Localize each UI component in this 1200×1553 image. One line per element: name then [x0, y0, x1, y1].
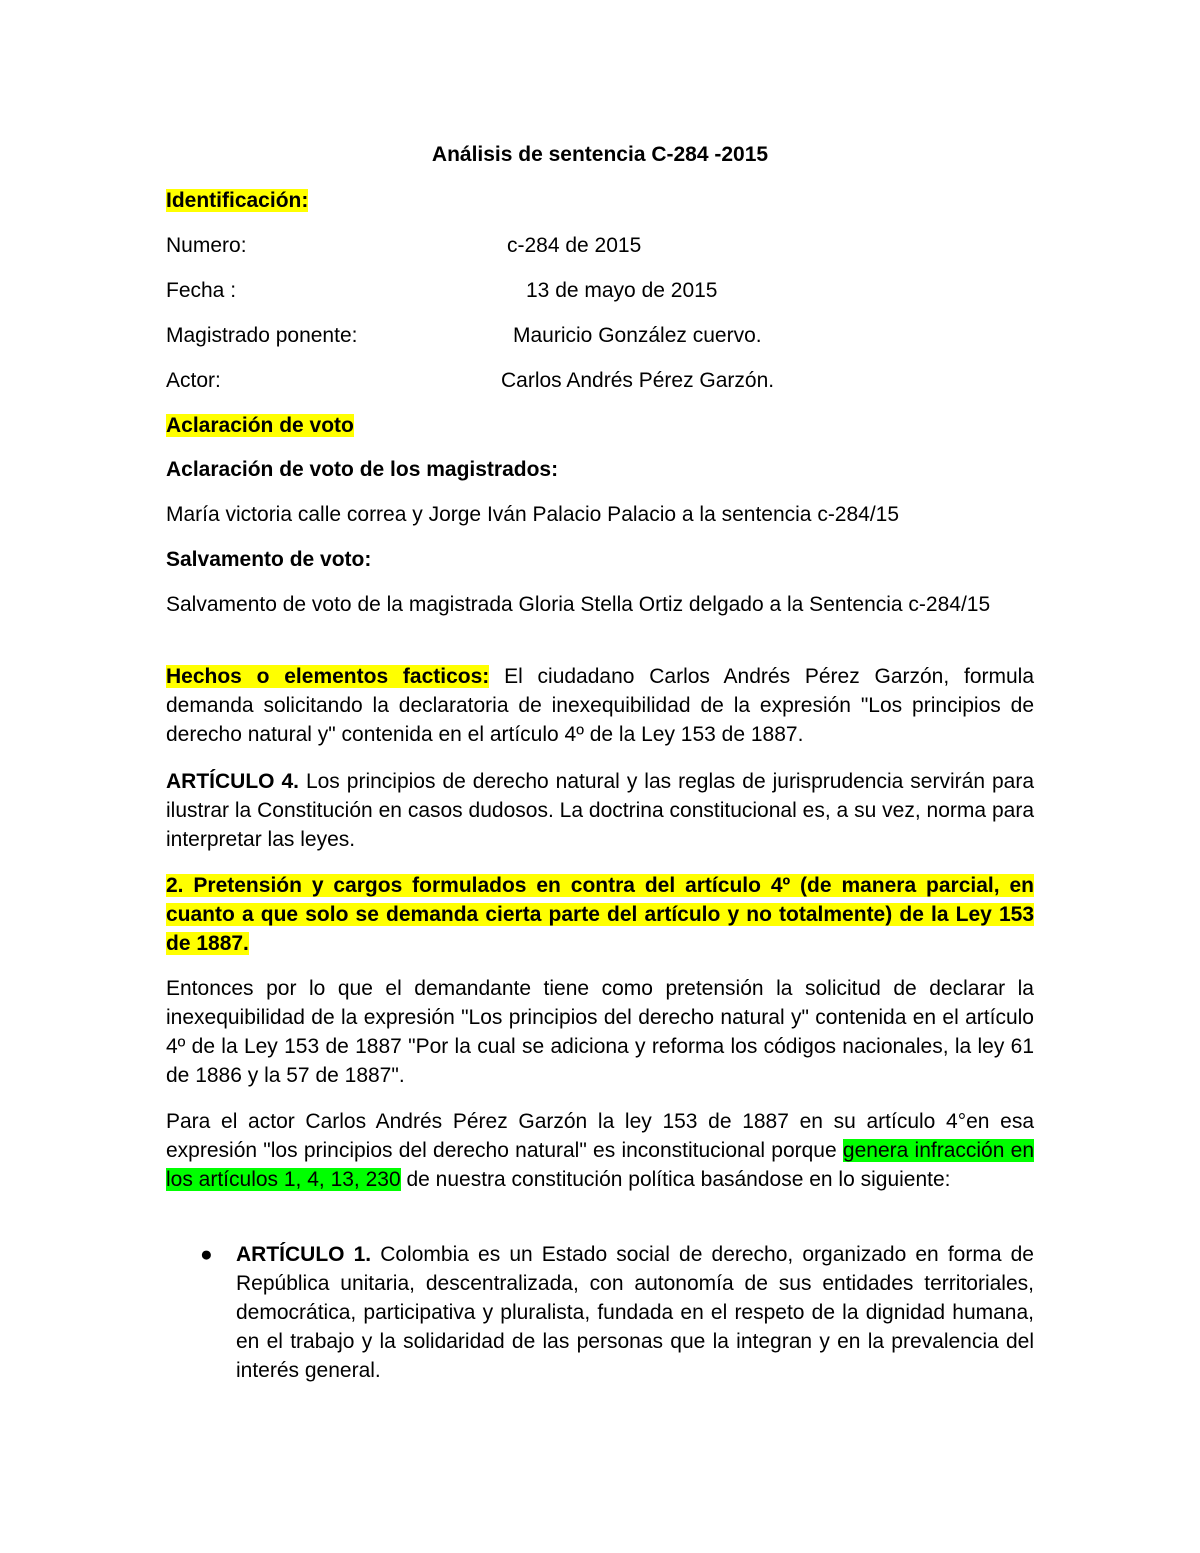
- list-item: [236, 1240, 1034, 1385]
- bullet-icon: ●: [200, 1243, 213, 1266]
- magistrado-value: Mauricio González cuervo.: [513, 324, 762, 347]
- numero-value: c-284 de 2015: [507, 234, 642, 257]
- articulo4-paragraph: [166, 767, 1034, 854]
- aclaracion-heading-text: Aclaración de voto: [166, 414, 354, 437]
- actor-paragraph-text-after: de nuestra constitución política basándose en lo siguiente:: [400, 1168, 951, 1191]
- hechos-paragraph: [166, 662, 1034, 749]
- identificacion-heading: [166, 186, 308, 215]
- bullet-label: ARTÍCULO 1.: [236, 1243, 372, 1266]
- pretension-text: Entonces por lo que el demandante tiene como pretensión la solicitud de declarar la inexequibilidad de la expresión "Los principios del derecho natural y" contenida en el artículo 4º de la Ley 153 de 1887 "Por la cual se adiciona y reforma los códigos nacionales, la ley 61 de 1886 y la 57 de 1887".: [166, 977, 1034, 1087]
- magistrado-label: Magistrado ponente:: [166, 324, 358, 347]
- hechos-heading: Hechos o elementos facticos:: [166, 665, 490, 688]
- bullet-text: Colombia es un Estado social de derecho, organizado en forma de República unitaria, descentralizada, con autonomía de sus entidades territoriales, democrática, participativa y pluralista, fundada en el respeto de la dignidad humana, en el trabajo y la solidaridad de las personas que la integran y en la prevalencia del interés general.: [236, 1243, 1034, 1382]
- aclaracion-heading: [166, 411, 354, 440]
- numero-label: Numero:: [166, 234, 247, 257]
- aclaracion-subheading: Aclaración de voto de los magistrados:: [166, 458, 559, 481]
- actor-paragraph-highlight: genera infracción en los artículos 1, 4, 13, 230: [166, 1139, 1034, 1191]
- actor-paragraph-text-before: Para el actor Carlos Andrés Pérez Garzón la ley 153 de 1887 en su artículo 4°en esa expresión "los principios del derecho natural" es inconstitucional porque: [166, 1110, 1034, 1162]
- actor-label: Actor:: [166, 369, 221, 392]
- actor-value: Carlos Andrés Pérez Garzón.: [501, 369, 775, 392]
- aclaracion-text: María victoria calle correa y Jorge Iván Palacio Palacio a la sentencia c-284/15: [166, 503, 900, 526]
- salvamento-heading: Salvamento de voto:: [166, 548, 372, 571]
- fecha-label: Fecha :: [166, 279, 237, 302]
- identificacion-heading-text: Identificación:: [166, 189, 309, 212]
- articulo4-label: ARTÍCULO 4.: [166, 770, 299, 793]
- articulo4-text: Los principios de derecho natural y las reglas de jurisprudencia servirán para ilustrar la Constitución en casos dudosos. La doctrina constitucional es, a su vez, norma para interpretar las leyes.: [166, 770, 1034, 851]
- salvamento-text: Salvamento de voto de la magistrada Gloria Stella Ortiz delgado a la Sentencia c-284/15: [166, 593, 991, 616]
- pretension-heading-text: 2. Pretensión y cargos formulados en contra del artículo 4º (de manera parcial, en cuanto a que solo se demanda cierta parte del artículo y no totalmente) de la Ley 153 de 1887.: [166, 874, 1034, 955]
- hechos-text: El ciudadano Carlos Andrés Pérez Garzón, formula demanda solicitando la declaratoria de inexequibilidad de la expresión "Los principios de derecho natural y" contenida en el artículo 4º de la Ley 153 de 1887.: [166, 665, 1035, 746]
- pretension-heading: [166, 871, 1034, 958]
- fecha-value: 13 de mayo de 2015: [526, 279, 718, 302]
- document-title: Análisis de sentencia C-284 -2015: [431, 143, 769, 166]
- actor-paragraph: [166, 1107, 1034, 1194]
